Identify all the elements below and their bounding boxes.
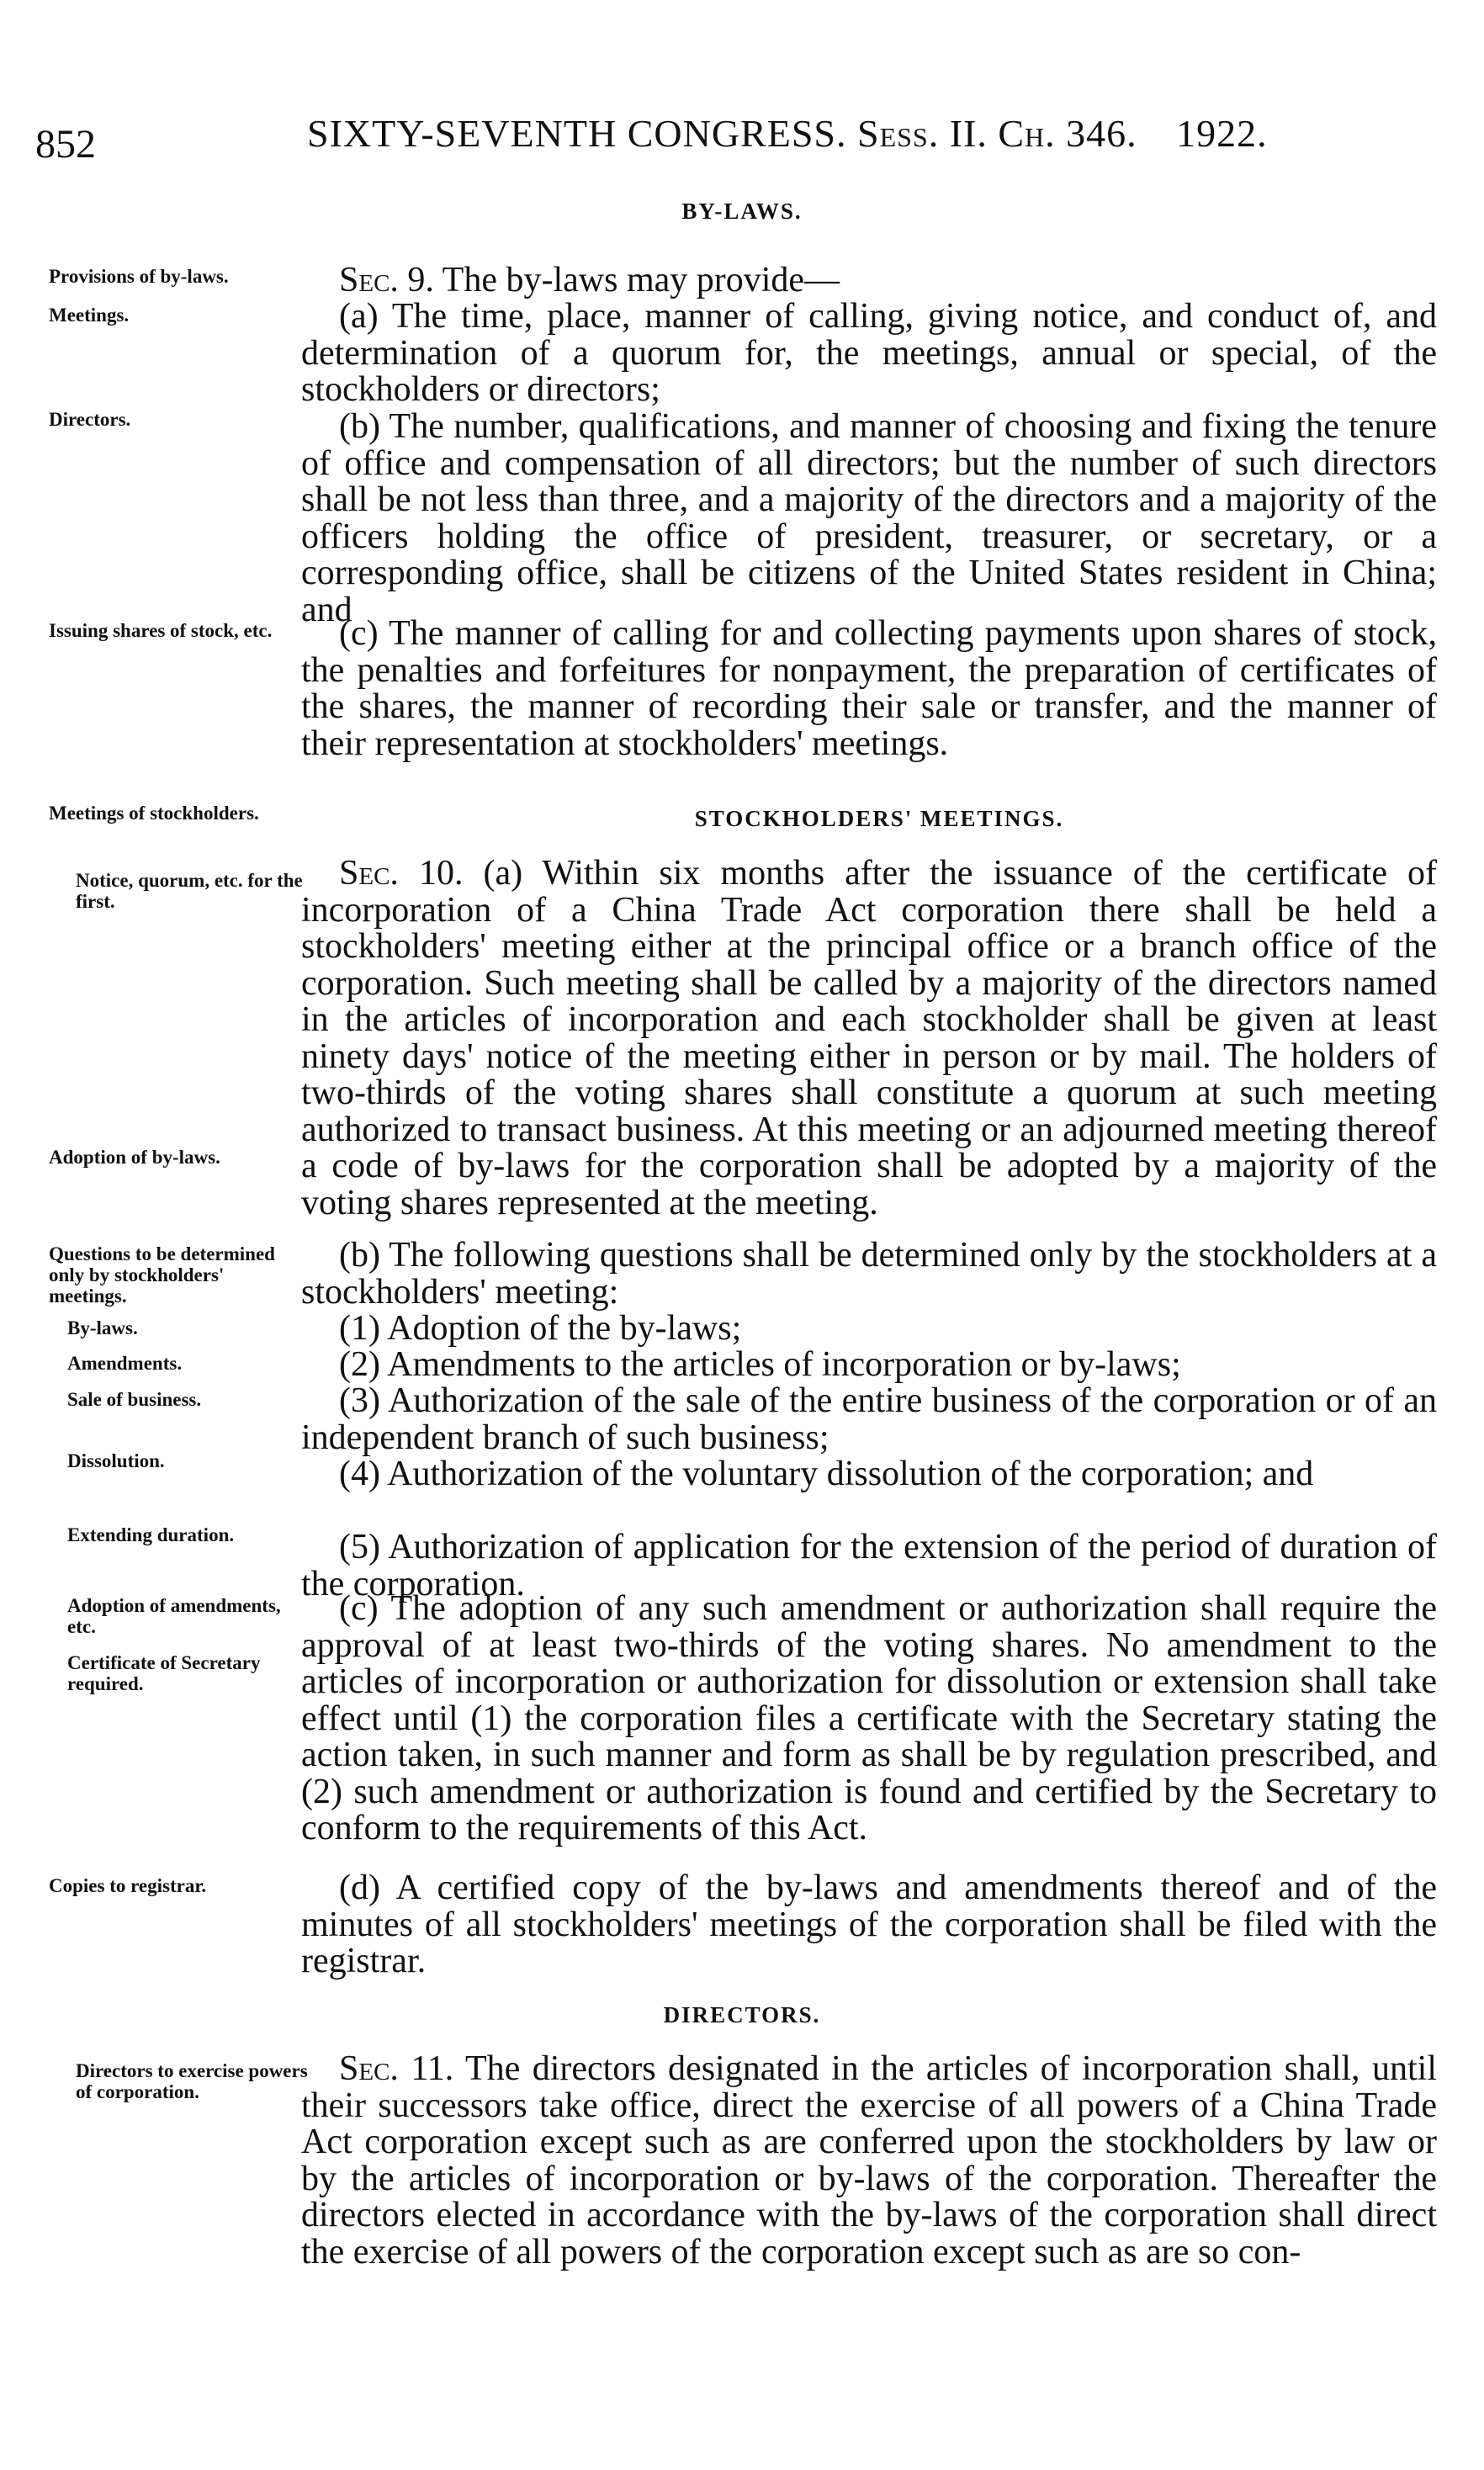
sec9-intro-text: The by-laws may provide— [442, 261, 840, 299]
sec10-d: (d) A certified copy of the by-laws and amendments thereof and of the minutes of all stockholders' meetings of the corporation shall be filed with the registrar. [301, 1868, 1437, 1980]
margin-note-extending: Extending duration. [67, 1524, 235, 1545]
margin-note-sale: Sale of business. [67, 1389, 202, 1410]
margin-note-certificate: Certificate of Secretary required. [67, 1652, 261, 1694]
sec11-text: The directors designated in the articles of incorporation shall, until their successors take office, direct the exercise of all powers of a China Trade Act corporation except such as are conferred upon the stockholders by law or by the articles of incorporation or by-laws of the corporation. Thereafter the directors elected in accordance with the by-laws of the corporation shall direct the exercise of all powers of the corporation except such as are so con- [301, 2049, 1437, 2271]
margin-note-meetings: Meetings. [49, 305, 130, 326]
sec9-intro [301, 262, 1437, 299]
sec9-a: (a) The time, place, manner of calling, giving notice, and conduct of, and determination of a quorum for, the meetings, annual or special, of the stockholders or directors; [301, 297, 1437, 409]
sec10-b4: (4) Authorization of the voluntary dissolution of the corporation; and [339, 1455, 1314, 1493]
sec9-c: (c) The manner of calling for and collecting payments upon shares of stock, the penalties and forfeitures for nonpayment, the preparation of certificates of the shares, the manner of recording their sale or transfer, and the manner of their representation at stockholders' meetings. [301, 614, 1437, 763]
margin-note-directors: Directors. [49, 409, 131, 430]
margin-note-dissolution: Dissolution. [67, 1450, 165, 1471]
margin-note-adoption-bylaws: Adoption of by-laws. [49, 1147, 220, 1168]
running-head [307, 111, 1268, 156]
margin-note-adoption-amendments: Adoption of amendments, etc. [67, 1595, 281, 1637]
sec10-b: (b) The following questions shall be determined only by the stockholders at a stockholders' meeting: [301, 1236, 1437, 1312]
margin-note-copies: Copies to registrar. [49, 1875, 207, 1896]
margin-note-provisions: Provisions of by-laws. [49, 266, 229, 287]
year: 1922. [1176, 112, 1268, 155]
sec10-b1: (1) Adoption of the by-laws; [339, 1309, 742, 1348]
heading-bylaws: BY-LAWS. [681, 199, 803, 224]
sec10-b2: (2) Amendments to the articles of incorporation or by-laws; [339, 1345, 1181, 1384]
session: Sess. II. [856, 112, 988, 155]
margin-note-directors-exercise: Directors to exercise powers of corporation. [76, 2060, 308, 2102]
margin-note-questions: Questions to be determined only by stockholders' meetings. [49, 1243, 275, 1307]
sec10-b3: (3) Authorization of the sale of the entire business of the corporation or of an independent branch of such business; [301, 1381, 1437, 1457]
sec10-b5: (5) Authorization of application for the extension of the period of duration of the corporation. [301, 1528, 1437, 1603]
sec10-label: Sec. 10. [339, 854, 464, 893]
sec11-label: Sec. 11. [339, 2049, 454, 2088]
margin-note-issuing-shares: Issuing shares of stock, etc. [49, 620, 273, 641]
sec10-a [301, 856, 1437, 1222]
margin-note-notice-quorum: Notice, quorum, etc. for the first. [76, 870, 303, 912]
page-number: 852 [35, 122, 96, 167]
sec9-b: (b) The number, qualifications, and manner of choosing and fixing the tenure of office and compensation of all directors; but the number of such directors shall be not less than three, and a majority of the directors and a majority of the officers holding the office of president, treasurer, or secretary, or a corresponding office, shall be citizens of the United States resident in China; and [301, 407, 1437, 629]
heading-directors: DIRECTORS. [663, 2002, 821, 2027]
sec11 [301, 2051, 1437, 2271]
margin-note-meetings-of-stockholders: Meetings of stockholders. [49, 803, 259, 824]
margin-note-amendments: Amendments. [67, 1353, 183, 1374]
chapter: Ch. 346. [998, 112, 1137, 155]
sec9-label: Sec. 9. [339, 261, 434, 299]
sec10-c: (c) The adoption of any such amendment or authorization shall require the approval of at least two-thirds of the voting shares. No amendment to the articles of incorporation or authorization for dissolution or extension shall take effect until (1) the corporation files a certificate with the Secretary stating the action taken, in such manner and form as shall be by regulation prescribed, and (2) such amendment or authorization is found and certified by the Secretary to conform to the requirements of this Act. [301, 1589, 1437, 1847]
page-header [0, 99, 1484, 167]
heading-stockholders-meetings: STOCKHOLDERS' MEETINGS. [694, 806, 1064, 831]
margin-note-bylaws: By-laws. [67, 1317, 138, 1338]
congress-title: SIXTY-SEVENTH CONGRESS. [307, 112, 847, 155]
sec10-a-text: (a) Within six months after the issuance of the certificate of incorporation of a China Trade Act corporation there shall be held a stockholders' meeting either at the principal office or a branch office of the corporation. Such meeting shall be called by a majority of the directors named in the articles of incorporation and each stockholder shall be given at least ninety days' notice of the meeting either in person or by mail. The holders of two-thirds of the voting shares shall constitute a quorum at such meeting authorized to transact business. At this meeting or an adjourned meeting thereof a code of by-laws for the corporation shall be adopted by a majority of the voting shares represented at the meeting. [301, 854, 1438, 1222]
